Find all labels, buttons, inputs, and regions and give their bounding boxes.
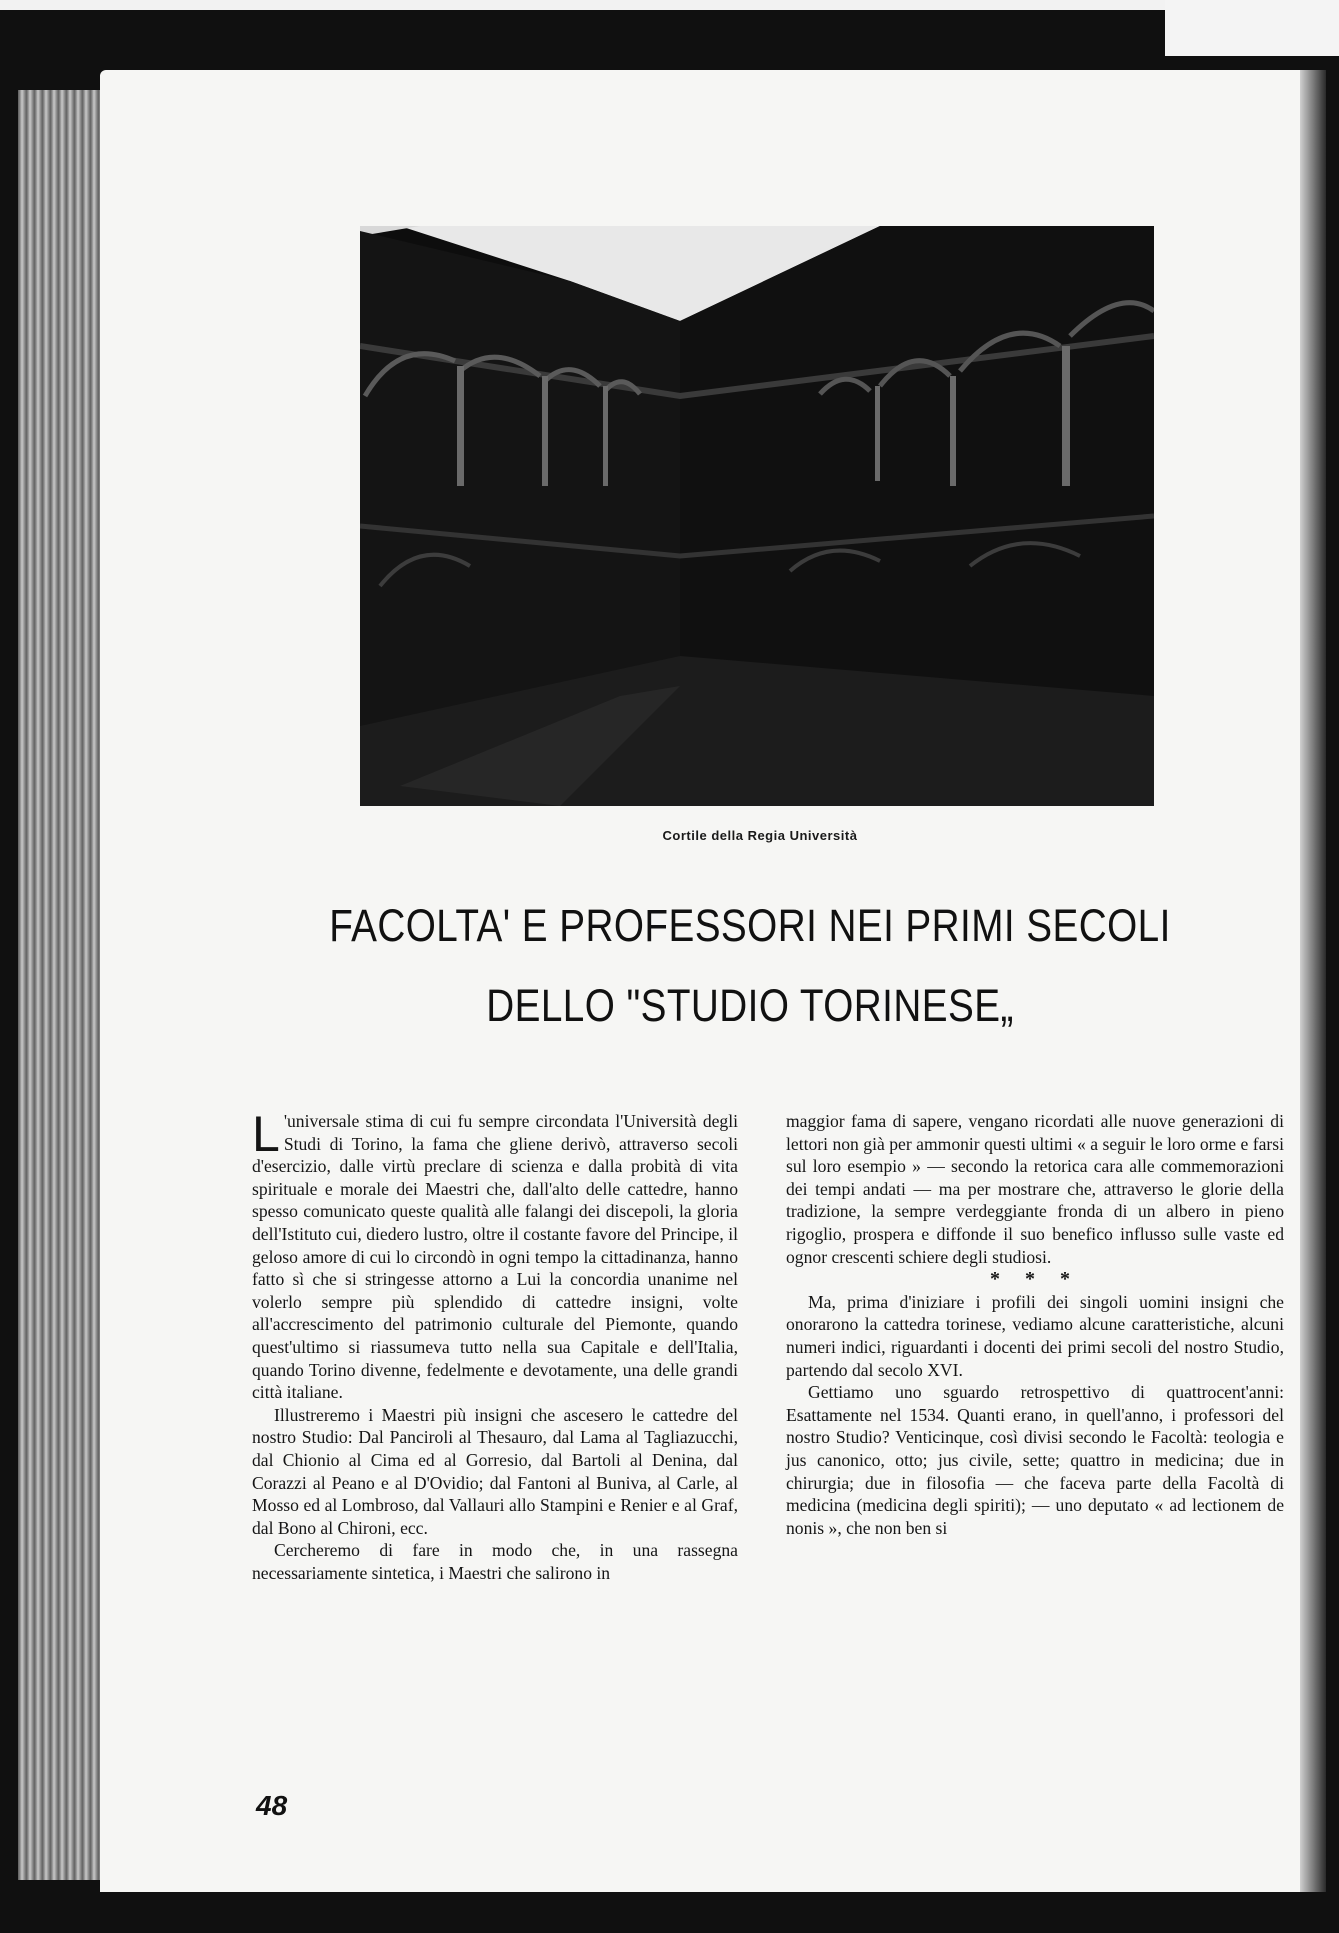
right-column xyxy=(786,1110,1284,1539)
paragraph: L 'universale stima di cui fu sempre circondata l'Università degli Studi di Torino, la fama che gliene derivò, attraverso secoli d'esercizio, dalle virtù preclare di scienza e dalla probità di vita spirituale e morale dei Maestri che, dall'alto delle cattedre, hanno spesso comunicato queste qualità alle falangi dei discepoli, la gloria dell'Istituto cui, diedero lustro, oltre il costante favore del Principe, il geloso amore di cui lo circondò in ogni tempo la cittadinanza, hanno fatto sì che si stringesse attorno a Lui la concordia unanime nel volerlo sempre più splendido di cattedre insigni, volte all'accrescimento del patrimonio culturale del Piemonte, quando quest'ultimo si riassumeva tutto nella sua Capitale e dell'Italia, quando Torino divenne, fedelmente e devotamente, una delle grandi città italiane. xyxy=(252,1106,738,1403)
photo-caption: Cortile della Regia Università xyxy=(662,828,858,843)
article-title-line-1: FACOLTA' E PROFESSORI NEI PRIMI SECOLI xyxy=(329,900,1171,951)
left-column xyxy=(252,1106,738,1584)
paragraph: Illustreremo i Maestri più insigni che ascesero le cattedre del nostro Studio: Dal Panciroli al Thesauro, dal Lama al Tagliazucchi, dal Chionio al Cima ed al Gorresio, dal Bartoli al Denina, dal Corazzi al Peano e al D'Ovidio; dal Fantoni al Buniva, al Carle, al Mosso ed al Lombroso, dal Vallauri allo Stampini e Renier e al Graf, dal Bono al Chironi, ecc. xyxy=(252,1404,738,1538)
page-number: 48 xyxy=(256,1790,288,1821)
article-title-line-2: DELLO "STUDIO TORINESE„ xyxy=(486,980,1014,1031)
paragraph: Cercheremo di fare in modo che, in una rassegna necessariamente sintetica, i Maestri che salirono in xyxy=(252,1540,738,1583)
drop-cap: L xyxy=(252,1106,280,1162)
page-stack-edges xyxy=(18,90,113,1880)
scan-top-edge xyxy=(0,0,1339,10)
binding-shadow xyxy=(1300,70,1326,1892)
courtyard-photo xyxy=(360,226,1154,806)
scan-corner xyxy=(1165,0,1339,56)
section-separator: * * * xyxy=(990,1268,1080,1291)
paragraph-continued: maggior fama di sapere, vengano ricordati alle nuove generazioni di lettori non già per ammonir questi ultimi « a seguir le loro orme e farsi sul loro esempio » — secondo la retorica cara alle commemorazioni dei tempi andati — ma per mostrare che, attraverso le glorie della tradizione, la sempre verdeggiante fronda di un albero in pieno rigoglio, prospera e diffonde il suo benefico influsso sulle vaste ed ognor crescenti schiere degli studiosi. xyxy=(786,1111,1284,1267)
paragraph: Ma, prima d'iniziare i profili dei singoli uomini insigni che onorarono la cattedra torinese, vediamo alcune caratteristiche, alcuni numeri indici, riguardanti i docenti dei primi secoli del nostro Studio, partendo dal secolo XVI. xyxy=(786,1291,1284,1380)
paragraph: Gettiamo uno sguardo retrospettivo di quattrocent'anni: Esattamente nel 1534. Quanti erano, in quell'anno, i professori del nostro Studio? Venticinque, così divisi secondo le Facoltà: teologia e jus canonico, otto; jus civile, sette; quattro in medicina; due in chirurgia; due in filosofia — che faceva parte della Facoltà di medicina (medicina degli spiriti); — uno deputato « ad lectionem de nonis », che non ben si xyxy=(786,1382,1284,1538)
